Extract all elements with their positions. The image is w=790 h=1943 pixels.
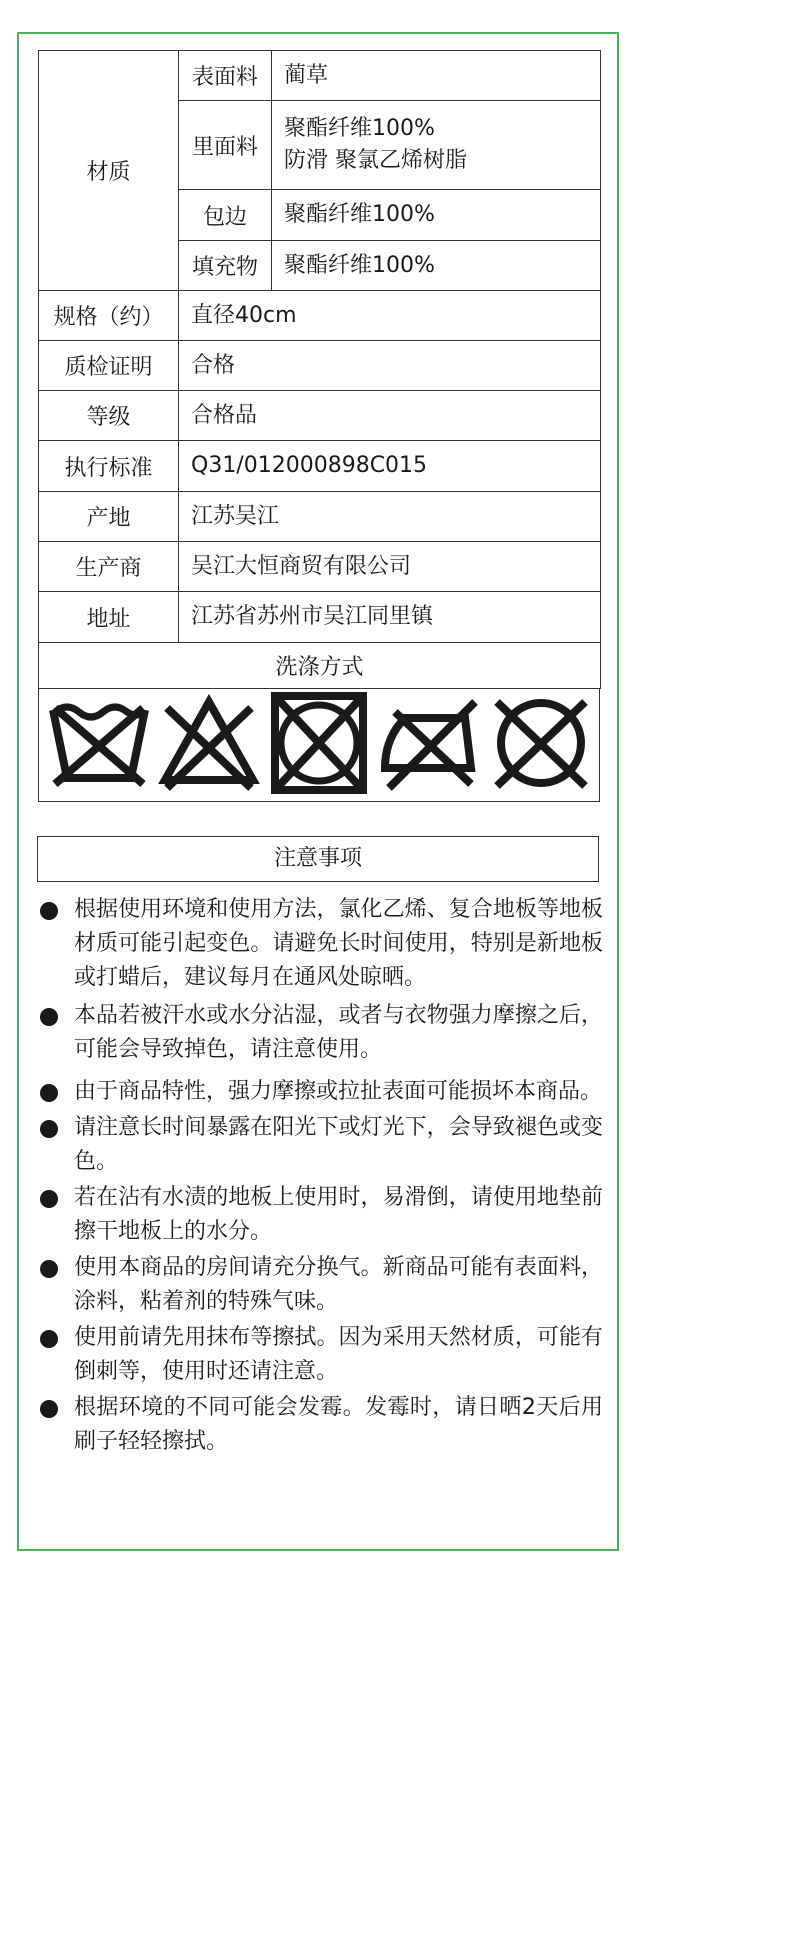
row-value-size: 直径40cm <box>179 291 601 341</box>
bullet-icon <box>40 1084 58 1102</box>
notice-text: 使用前请先用抹布等擦拭。因为采用天然材质，可能有倒刺等，使用时还请注意。 <box>74 1325 603 1384</box>
material-value-lining <box>272 101 601 190</box>
list-item <box>38 999 603 1067</box>
wash-symbols <box>38 688 600 802</box>
material-value-edging: 聚酯纤维100% <box>272 190 601 241</box>
material-label: 材质 <box>39 51 179 291</box>
notice-text: 根据使用环境和使用方法，氯化乙烯、复合地板等地板材质可能引起变色。请避免长时间使用，特别是新地板或打蜡后，建议每月在通风处晾晒。 <box>74 897 603 990</box>
notice-text: 本品若被汗水或水分沾湿，或者与衣物强力摩擦之后，可能会导致掉色，请注意使用。 <box>74 1003 603 1062</box>
row-label-grade: 等级 <box>39 391 179 441</box>
material-part-filling: 填充物 <box>179 241 272 291</box>
do-not-dry-clean-icon <box>489 688 593 798</box>
list-item <box>38 1391 603 1459</box>
row-value-standard: Q31/012000898C015 <box>179 441 601 492</box>
list-item <box>38 893 603 995</box>
row-value-manufacturer: 吴江大恒商贸有限公司 <box>179 542 601 592</box>
notice-text: 根据环境的不同可能会发霉。发霉时，请日晒2天后用刷子轻轻擦拭。 <box>74 1395 603 1454</box>
bullet-icon <box>40 1260 58 1278</box>
notice-list <box>38 893 603 1461</box>
material-part-surface: 表面料 <box>179 51 272 101</box>
do-not-wash-icon <box>49 688 149 798</box>
material-value-surface: 蔺草 <box>272 51 601 101</box>
notice-title: 注意事项 <box>37 836 599 882</box>
material-part-lining: 里面料 <box>179 101 272 190</box>
row-value-origin: 江苏吴江 <box>179 492 601 542</box>
row-label-quality-cert: 质检证明 <box>39 341 179 391</box>
row-label-address: 地址 <box>39 592 179 643</box>
notice-text: 请注意长时间暴露在阳光下或灯光下，会导致褪色或变色。 <box>74 1115 603 1174</box>
material-value-lining-line2: 防滑 聚氯乙烯树脂 <box>284 148 467 173</box>
notice-text: 若在沾有水渍的地板上使用时，易滑倒，请使用地垫前擦干地板上的水分。 <box>74 1185 603 1244</box>
row-label-standard: 执行标准 <box>39 441 179 492</box>
row-label-manufacturer: 生产商 <box>39 542 179 592</box>
row-value-address: 江苏省苏州市吴江同里镇 <box>179 592 601 643</box>
bullet-icon <box>40 1190 58 1208</box>
material-part-edging: 包边 <box>179 190 272 241</box>
notice-text: 使用本商品的房间请充分换气。新商品可能有表面料，涂料，粘着剂的特殊气味。 <box>74 1255 603 1314</box>
row-value-grade: 合格品 <box>179 391 601 441</box>
row-value-quality-cert: 合格 <box>179 341 601 391</box>
material-value-filling: 聚酯纤维100% <box>272 241 601 291</box>
bullet-icon <box>40 902 58 920</box>
bullet-icon <box>40 1120 58 1138</box>
row-label-size: 规格（约） <box>39 291 179 341</box>
list-item <box>38 1321 603 1389</box>
do-not-tumble-dry-icon <box>267 688 371 800</box>
notice-text: 由于商品特性，强力摩擦或拉扯表面可能损坏本商品。 <box>74 1079 603 1104</box>
spec-table <box>38 50 601 689</box>
bullet-icon <box>40 1008 58 1026</box>
bullet-icon <box>40 1400 58 1418</box>
list-item <box>38 1111 603 1179</box>
bullet-icon <box>40 1330 58 1348</box>
do-not-iron-icon <box>379 688 483 798</box>
list-item <box>38 1251 603 1319</box>
material-value-lining-line1: 聚酯纤维100% <box>284 116 435 141</box>
list-item <box>38 1181 603 1249</box>
list-item <box>38 1075 603 1109</box>
wash-title: 洗涤方式 <box>39 643 601 689</box>
do-not-bleach-icon <box>157 688 261 798</box>
row-label-origin: 产地 <box>39 492 179 542</box>
